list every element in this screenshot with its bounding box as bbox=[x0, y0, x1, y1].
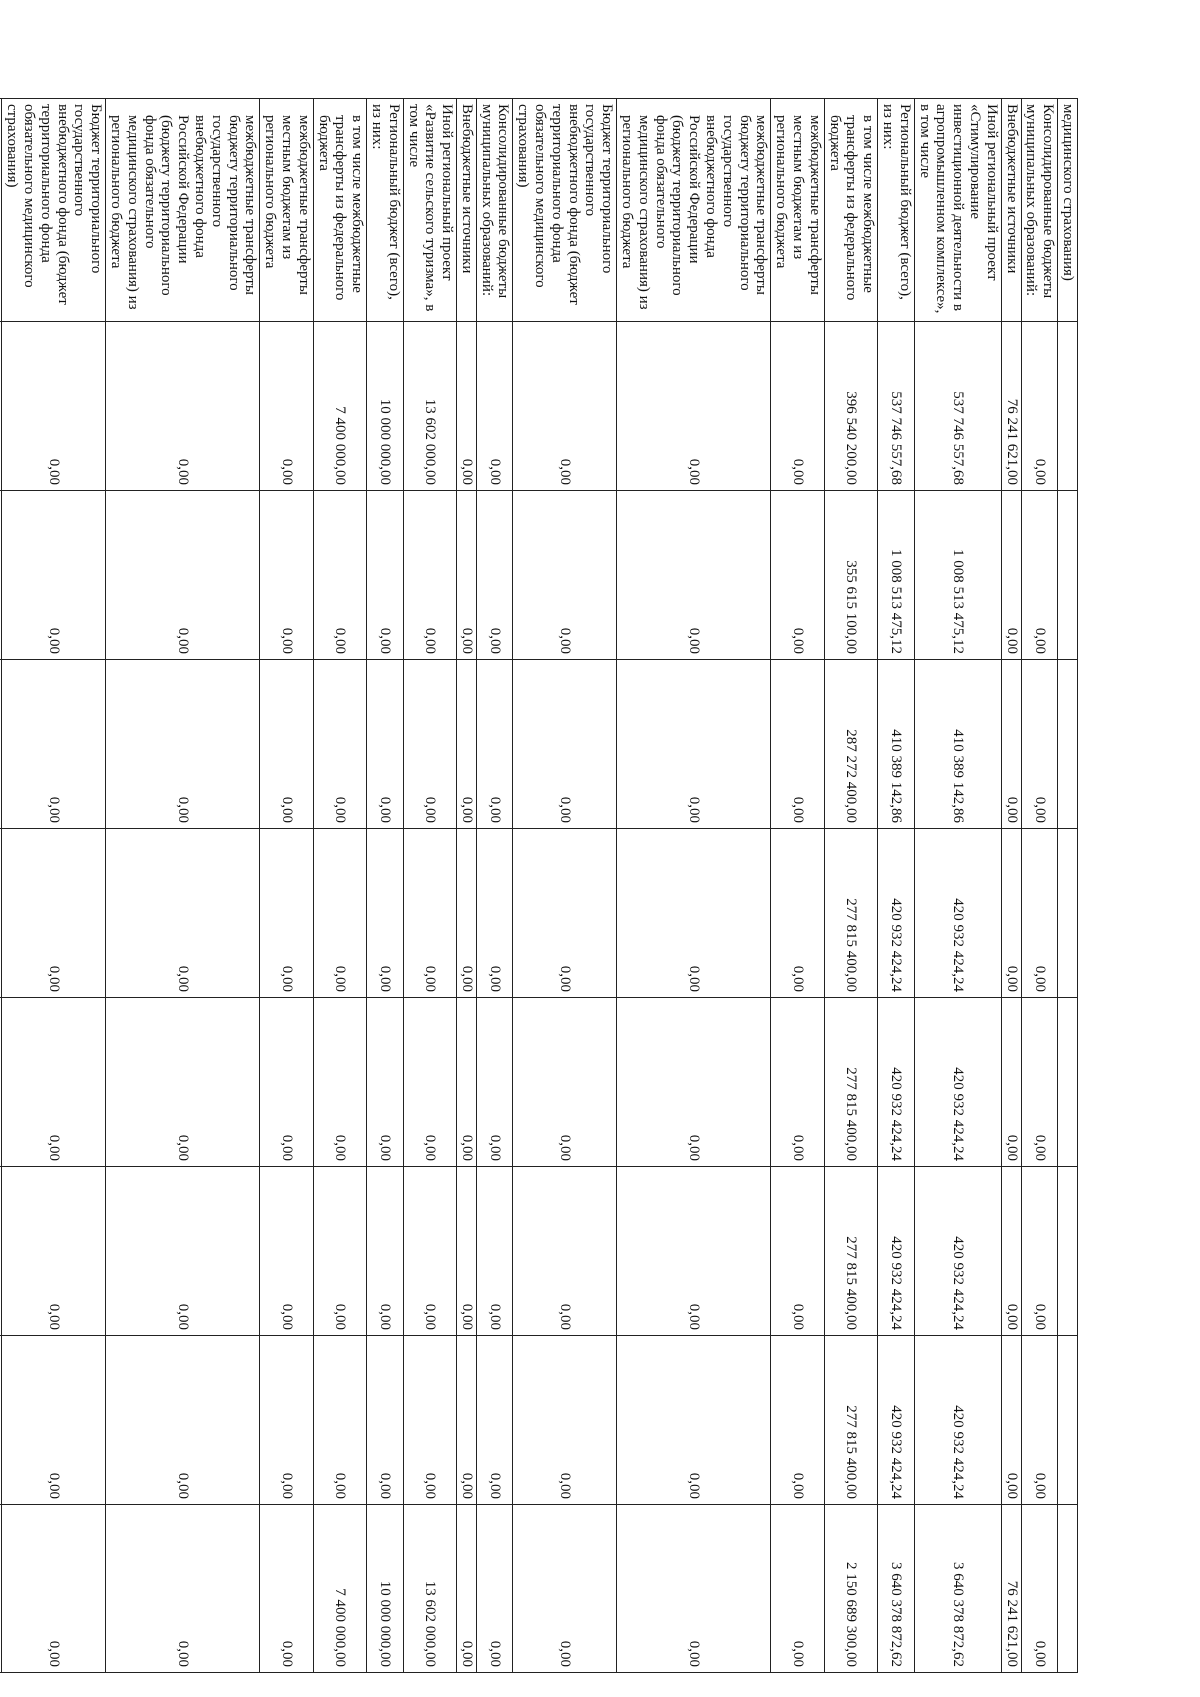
value-cell: 0,00 bbox=[313, 660, 366, 829]
value-cell bbox=[1058, 829, 1078, 998]
value-cell: 0,00 bbox=[2, 829, 106, 998]
value-cell: 13 602 000,00 bbox=[403, 322, 456, 491]
value-cell: 0,00 bbox=[313, 1167, 366, 1336]
value-cell: 0,00 bbox=[1001, 829, 1021, 998]
value-cell: 0,00 bbox=[260, 660, 313, 829]
value-cell: 287 272 400,00 bbox=[824, 660, 877, 829]
value-cell: 0,00 bbox=[1021, 998, 1058, 1167]
table-row bbox=[1021, 99, 1058, 1673]
value-cell bbox=[1058, 1167, 1078, 1336]
row-label: Иной региональный проект «Стимулирование инвестиционной деятельности в агропромышленном комплексе», в том числе bbox=[914, 99, 1001, 322]
budget-table-body bbox=[0, 99, 1078, 1673]
value-cell: 0,00 bbox=[403, 998, 456, 1167]
value-cell: 0,00 bbox=[403, 1336, 456, 1505]
value-cell: 0,00 bbox=[260, 322, 313, 491]
value-cell: 0,00 bbox=[476, 322, 513, 491]
value-cell: 0,00 bbox=[617, 998, 771, 1167]
value-cell: 0,00 bbox=[617, 322, 771, 491]
value-cell: 420 932 424,24 bbox=[878, 998, 915, 1167]
total-value-cell bbox=[0, 1505, 2, 1673]
rotated-table-container bbox=[4, 98, 1078, 1673]
value-cell bbox=[0, 998, 2, 1167]
row-label: межбюджетные трансферты местным бюджетам из регионального бюджета bbox=[771, 99, 824, 322]
value-cell: 0,00 bbox=[513, 491, 617, 660]
table-row bbox=[513, 99, 617, 1673]
table-row bbox=[2, 99, 106, 1673]
value-cell: 0,00 bbox=[617, 829, 771, 998]
value-cell bbox=[0, 322, 2, 491]
value-cell: 0,00 bbox=[457, 660, 477, 829]
value-cell: 0,00 bbox=[313, 998, 366, 1167]
value-cell: 0,00 bbox=[457, 1336, 477, 1505]
budget-table bbox=[0, 98, 1078, 1673]
table-row bbox=[878, 99, 915, 1673]
value-cell: 0,00 bbox=[617, 491, 771, 660]
value-cell: 0,00 bbox=[476, 829, 513, 998]
row-label: Внебюджетные источники bbox=[457, 99, 477, 322]
value-cell: 0,00 bbox=[457, 491, 477, 660]
value-cell: 0,00 bbox=[367, 491, 404, 660]
value-cell: 0,00 bbox=[2, 660, 106, 829]
value-cell: 0,00 bbox=[457, 322, 477, 491]
value-cell bbox=[1058, 660, 1078, 829]
total-value-cell: 2 150 689 300,00 bbox=[824, 1505, 877, 1673]
value-cell: 0,00 bbox=[260, 1167, 313, 1336]
value-cell: 537 746 557,68 bbox=[914, 322, 1001, 491]
value-cell: 0,00 bbox=[403, 829, 456, 998]
value-cell: 10 000 000,00 bbox=[367, 322, 404, 491]
table-row bbox=[771, 99, 824, 1673]
value-cell: 0,00 bbox=[260, 1336, 313, 1505]
value-cell: 0,00 bbox=[1021, 1336, 1058, 1505]
table-row bbox=[1058, 99, 1078, 1673]
value-cell: 0,00 bbox=[313, 829, 366, 998]
value-cell: 420 932 424,24 bbox=[878, 1167, 915, 1336]
total-value-cell: 0,00 bbox=[1021, 1505, 1058, 1673]
value-cell: 410 389 142,86 bbox=[878, 660, 915, 829]
value-cell: 420 932 424,24 bbox=[914, 829, 1001, 998]
table-row bbox=[367, 99, 404, 1673]
value-cell: 0,00 bbox=[1001, 1336, 1021, 1505]
value-cell bbox=[0, 491, 2, 660]
value-cell: 0,00 bbox=[260, 829, 313, 998]
value-cell: 0,00 bbox=[513, 1336, 617, 1505]
value-cell: 0,00 bbox=[476, 491, 513, 660]
total-value-cell: 0,00 bbox=[617, 1505, 771, 1673]
table-row bbox=[824, 99, 877, 1673]
value-cell: 277 815 400,00 bbox=[824, 1336, 877, 1505]
value-cell: 0,00 bbox=[771, 660, 824, 829]
value-cell bbox=[1058, 1336, 1078, 1505]
value-cell: 0,00 bbox=[457, 829, 477, 998]
value-cell: 0,00 bbox=[2, 491, 106, 660]
table-row bbox=[1001, 99, 1021, 1673]
table-row bbox=[313, 99, 366, 1673]
total-value-cell: 0,00 bbox=[513, 1505, 617, 1673]
value-cell: 0,00 bbox=[476, 1167, 513, 1336]
value-cell: 0,00 bbox=[513, 998, 617, 1167]
value-cell: 0,00 bbox=[1021, 829, 1058, 998]
row-label: межбюджетные трансферты бюджету территориального государственного внебюджетного фонда Российской Федерации (бюджету территориального фонда обязательного медицинского страхования) из регионального бюджета bbox=[106, 99, 260, 322]
row-label: межбюджетные трансферты бюджету территориального государственного внебюджетного фонда Российской Федерации (бюджету территориального фонда обязательного медицинского страхования) из регионального бюджета bbox=[617, 99, 771, 322]
value-cell: 420 932 424,24 bbox=[878, 1336, 915, 1505]
total-value-cell: 0,00 bbox=[106, 1505, 260, 1673]
total-value-cell: 13 602 000,00 bbox=[403, 1505, 456, 1673]
value-cell: 0,00 bbox=[367, 829, 404, 998]
row-label: Консолидированные бюджеты муниципальных образований: bbox=[1021, 99, 1058, 322]
value-cell: 0,00 bbox=[1001, 998, 1021, 1167]
value-cell: 0,00 bbox=[2, 1336, 106, 1505]
value-cell: 0,00 bbox=[106, 491, 260, 660]
value-cell: 0,00 bbox=[1021, 322, 1058, 491]
row-label: медицинского страхования) bbox=[1058, 99, 1078, 322]
total-value-cell: 7 400 000,00 bbox=[313, 1505, 366, 1673]
value-cell: 0,00 bbox=[2, 1167, 106, 1336]
value-cell: 0,00 bbox=[106, 660, 260, 829]
value-cell: 0,00 bbox=[457, 998, 477, 1167]
row-label: Консолидированные бюджеты муниципальных образований: bbox=[476, 99, 513, 322]
value-cell: 76 241 621,00 bbox=[1001, 322, 1021, 491]
value-cell: 277 815 400,00 bbox=[824, 829, 877, 998]
row-label: Региональный бюджет (всего), из них: bbox=[878, 99, 915, 322]
value-cell: 396 540 200,00 bbox=[824, 322, 877, 491]
value-cell: 0,00 bbox=[106, 1336, 260, 1505]
value-cell: 1 008 513 475,12 bbox=[914, 491, 1001, 660]
value-cell: 0,00 bbox=[1001, 660, 1021, 829]
value-cell: 0,00 bbox=[771, 1336, 824, 1505]
value-cell: 0,00 bbox=[617, 660, 771, 829]
total-value-cell: 0,00 bbox=[476, 1505, 513, 1673]
value-cell: 420 932 424,24 bbox=[914, 998, 1001, 1167]
value-cell bbox=[0, 1336, 2, 1505]
value-cell: 0,00 bbox=[313, 1336, 366, 1505]
row-label: Бюджет территориального государственного внебюджетного фонда (бюджет территориального фонда обязательного медицинского страхования) bbox=[2, 99, 106, 322]
value-cell: 0,00 bbox=[1021, 660, 1058, 829]
value-cell: 0,00 bbox=[367, 660, 404, 829]
total-value-cell: 76 241 621,00 bbox=[1001, 1505, 1021, 1673]
value-cell: 0,00 bbox=[367, 1167, 404, 1336]
value-cell bbox=[0, 660, 2, 829]
table-row bbox=[0, 99, 2, 1673]
value-cell: 0,00 bbox=[106, 829, 260, 998]
value-cell bbox=[1058, 322, 1078, 491]
value-cell: 0,00 bbox=[313, 491, 366, 660]
value-cell: 0,00 bbox=[1001, 491, 1021, 660]
row-label: Иной региональный проект «Развитие сельского туризма», в том числе bbox=[403, 99, 456, 322]
value-cell: 0,00 bbox=[771, 998, 824, 1167]
row-label: в том числе межбюджетные трансферты из федерального бюджета bbox=[313, 99, 366, 322]
table-row bbox=[106, 99, 260, 1673]
value-cell: 0,00 bbox=[771, 1167, 824, 1336]
value-cell: 0,00 bbox=[403, 660, 456, 829]
value-cell: 0,00 bbox=[2, 998, 106, 1167]
total-value-cell: 0,00 bbox=[260, 1505, 313, 1673]
value-cell: 0,00 bbox=[403, 1167, 456, 1336]
value-cell: 0,00 bbox=[476, 998, 513, 1167]
value-cell: 0,00 bbox=[617, 1167, 771, 1336]
value-cell: 0,00 bbox=[1021, 1167, 1058, 1336]
value-cell: 0,00 bbox=[771, 491, 824, 660]
table-row bbox=[914, 99, 1001, 1673]
total-value-cell bbox=[1058, 1505, 1078, 1673]
value-cell: 277 815 400,00 bbox=[824, 998, 877, 1167]
value-cell: 0,00 bbox=[771, 322, 824, 491]
value-cell: 277 815 400,00 bbox=[824, 1167, 877, 1336]
value-cell: 0,00 bbox=[106, 998, 260, 1167]
value-cell: 420 932 424,24 bbox=[878, 829, 915, 998]
value-cell: 7 400 000,00 bbox=[313, 322, 366, 491]
table-row bbox=[457, 99, 477, 1673]
value-cell bbox=[0, 1167, 2, 1336]
value-cell: 537 746 557,68 bbox=[878, 322, 915, 491]
row-label: в том числе межбюджетные трансферты из федерального бюджета bbox=[824, 99, 877, 322]
value-cell bbox=[1058, 998, 1078, 1167]
value-cell: 0,00 bbox=[513, 322, 617, 491]
row-label bbox=[0, 99, 2, 322]
value-cell: 0,00 bbox=[457, 1167, 477, 1336]
value-cell: 0,00 bbox=[260, 998, 313, 1167]
value-cell: 0,00 bbox=[106, 1167, 260, 1336]
value-cell: 0,00 bbox=[476, 1336, 513, 1505]
row-label: межбюджетные трансферты местным бюджетам из регионального бюджета bbox=[260, 99, 313, 322]
value-cell bbox=[1058, 491, 1078, 660]
value-cell: 0,00 bbox=[771, 829, 824, 998]
value-cell: 0,00 bbox=[367, 1336, 404, 1505]
row-label: Внебюджетные источники bbox=[1001, 99, 1021, 322]
total-value-cell: 10 000 000,00 bbox=[367, 1505, 404, 1673]
value-cell bbox=[0, 829, 2, 998]
table-row bbox=[617, 99, 771, 1673]
value-cell: 0,00 bbox=[513, 1167, 617, 1336]
value-cell: 0,00 bbox=[476, 660, 513, 829]
value-cell: 0,00 bbox=[260, 491, 313, 660]
value-cell: 410 389 142,86 bbox=[914, 660, 1001, 829]
value-cell: 0,00 bbox=[367, 998, 404, 1167]
table-row bbox=[260, 99, 313, 1673]
table-row bbox=[476, 99, 513, 1673]
value-cell: 355 615 100,00 bbox=[824, 491, 877, 660]
value-cell: 0,00 bbox=[617, 1336, 771, 1505]
value-cell: 0,00 bbox=[513, 660, 617, 829]
total-value-cell: 3 640 378 872,62 bbox=[914, 1505, 1001, 1673]
row-label: Региональный бюджет (всего), из них: bbox=[367, 99, 404, 322]
table-row bbox=[403, 99, 456, 1673]
value-cell: 0,00 bbox=[2, 322, 106, 491]
value-cell: 1 008 513 475,12 bbox=[878, 491, 915, 660]
value-cell: 0,00 bbox=[106, 322, 260, 491]
value-cell: 0,00 bbox=[1001, 1167, 1021, 1336]
value-cell: 420 932 424,24 bbox=[914, 1167, 1001, 1336]
value-cell: 420 932 424,24 bbox=[914, 1336, 1001, 1505]
value-cell: 0,00 bbox=[513, 829, 617, 998]
value-cell: 0,00 bbox=[1021, 491, 1058, 660]
value-cell: 0,00 bbox=[403, 491, 456, 660]
total-value-cell: 0,00 bbox=[2, 1505, 106, 1673]
total-value-cell: 0,00 bbox=[771, 1505, 824, 1673]
total-value-cell: 0,00 bbox=[457, 1505, 477, 1673]
row-label: Бюджет территориального государственного внебюджетного фонда (бюджет территориального фонда обязательного медицинского страхования) bbox=[513, 99, 617, 322]
total-value-cell: 3 640 378 872,62 bbox=[878, 1505, 915, 1673]
